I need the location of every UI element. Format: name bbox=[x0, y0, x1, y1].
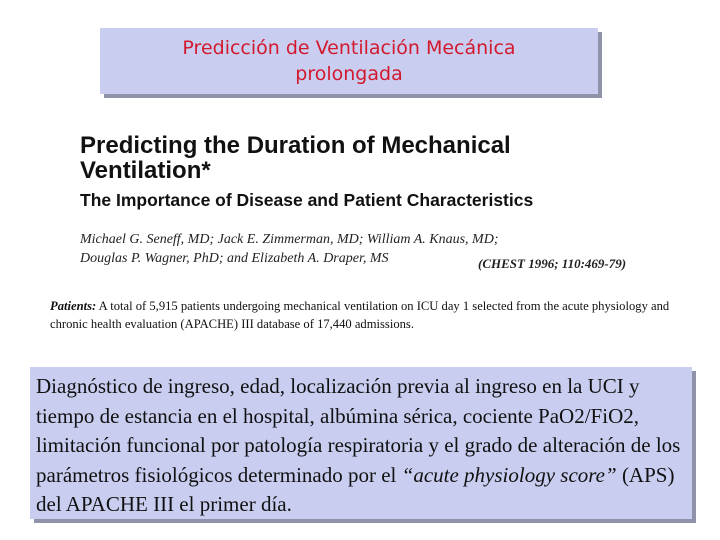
authors-line-1: Michael G. Seneff, MD; Jack E. Zimmerman, MD; William A. Knaus, MD; bbox=[80, 232, 499, 247]
patients-paragraph bbox=[50, 297, 690, 333]
slide-title-line-2: prolongada bbox=[295, 63, 403, 85]
patients-label: Patients: bbox=[50, 299, 97, 313]
article-subtitle: The Importance of Disease and Patient Characteristics bbox=[80, 190, 534, 210]
article-title-line-1: Predicting the Duration of Mechanical bbox=[80, 132, 511, 159]
summary-text bbox=[36, 372, 696, 520]
article-title bbox=[80, 133, 690, 183]
patients-text: A total of 5,915 patients undergoing mechanical ventilation on ICU day 1 selected from the acute physiology and chronic health evaluation (APACHE) III database of 17,440 admissions. bbox=[50, 299, 670, 331]
summary-text-part-1: Diagnóstico de ingreso, edad, localización previa al ingreso en la UCI y tiempo de estancia en el hospital, albúmina sérica, cociente PaO2/FiO2, limitación funcional por patología respiratoria y el grado de alteración de los parámetros fisiológicos determinado por el bbox=[36, 374, 681, 487]
article-citation: (CHEST 1996; 110:469-79) bbox=[478, 256, 627, 271]
slide-title-line-1: Predicción de Ventilación Mecánica bbox=[182, 37, 516, 59]
article-title-line-2: Ventilation* bbox=[80, 157, 211, 184]
summary-text-part-2: (APS) del APACHE III el primer día. bbox=[36, 462, 675, 516]
summary-text-italic: “acute physiology score” bbox=[401, 462, 617, 487]
authors-line-2: Douglas P. Wagner, PhD; and Elizabeth A. Draper, MS bbox=[80, 251, 389, 266]
slide-title bbox=[100, 28, 598, 94]
